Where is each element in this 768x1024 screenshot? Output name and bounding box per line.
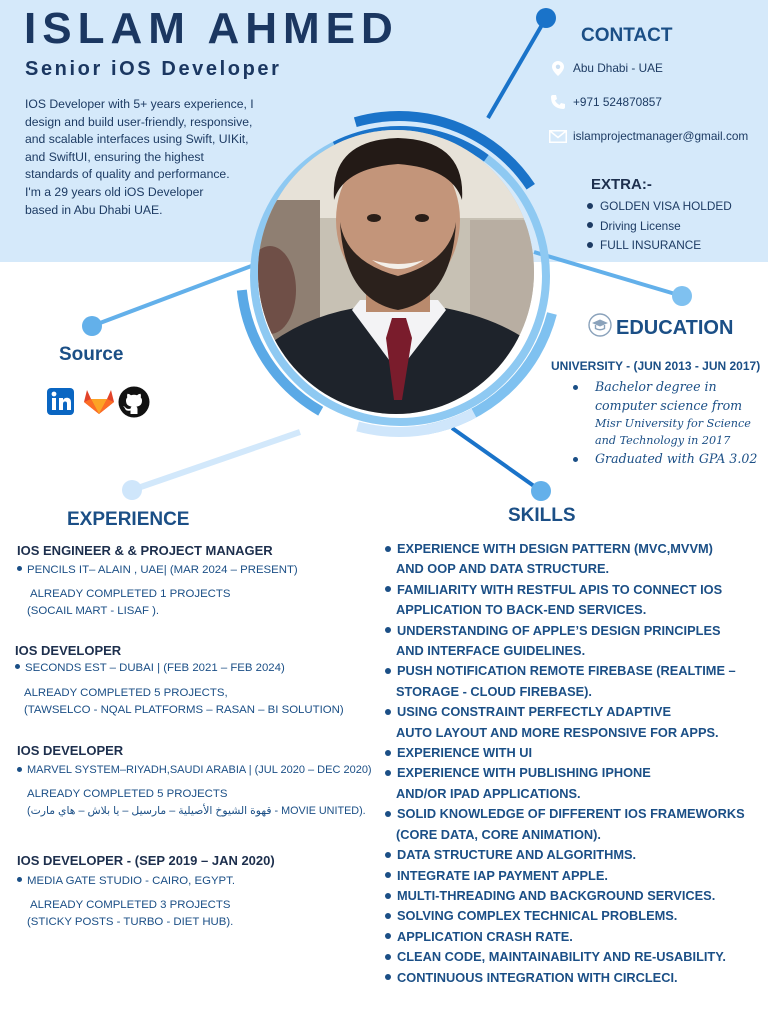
job-title: IOS DEVELOPER — [17, 743, 124, 758]
extra-item — [587, 197, 732, 217]
bullet — [385, 586, 391, 592]
education-title: EDUCATION — [616, 317, 734, 339]
job-detail: (STICKY POSTS - TURBO - DIET HUB). — [27, 916, 234, 928]
node-experience — [122, 480, 142, 500]
job-title: IOS DEVELOPER — [15, 643, 122, 658]
bullet — [17, 877, 22, 882]
skill-item — [385, 763, 765, 783]
skill-text: USING CONSTRAINT PERFECTLY ADAPTIVE — [397, 704, 671, 720]
contact-phone-text[interactable]: +971 524870857 — [573, 95, 662, 109]
skill-item — [385, 927, 765, 947]
job-company-text: MARVEL SYSTEM–RIYADH,SAUDI ARABIA | (JUL 2020 – DEC 2020) — [27, 764, 372, 776]
job-company-text: PENCILS IT– ALAIN , UAE| (MAR 2024 – PRESENT) — [27, 564, 298, 576]
skill-text: APPLICATION CRASH RATE. — [397, 928, 573, 944]
bullet — [15, 664, 20, 669]
job-detail: (قهوة الشيوخ الأصيلية – مارسيل – يا بلاش – هاي مارت - MOVIE UNITED). — [27, 805, 366, 817]
bullet — [385, 668, 391, 674]
extra-item-text: GOLDEN VISA HOLDED — [600, 199, 732, 213]
source-links — [46, 386, 148, 416]
skill-item — [385, 947, 765, 967]
summary-line: based in Abu Dhabi UAE. — [25, 202, 163, 217]
job-detail: (TAWSELCO - NQAL PLATFORMS – RASAN – BI SOLUTION) — [24, 704, 344, 716]
bullet — [385, 872, 391, 878]
github-icon[interactable] — [118, 386, 148, 416]
person-name: ISLAM AHMED — [24, 4, 399, 53]
skill-text: MULTI-THREADING AND BACKGROUND SERVICES. — [397, 887, 716, 903]
skill-item — [385, 906, 765, 926]
skill-text: SOLVING COMPLEX TECHNICAL PROBLEMS. — [397, 908, 678, 924]
contact-phone — [549, 94, 662, 110]
bullet — [385, 954, 391, 960]
linkedin-icon[interactable] — [46, 386, 76, 416]
skill-text: SOLID KNOWLEDGE OF DIFFERENT IOS FRAMEWORKS — [397, 806, 745, 822]
skill-text: CLEAN CODE, MAINTAINABILITY AND RE-USABILITY. — [397, 949, 726, 965]
location-pin-icon — [549, 60, 567, 76]
skill-item — [385, 968, 765, 988]
connector-education — [534, 252, 682, 296]
skill-item — [385, 661, 765, 681]
summary-line: and scalable interfaces using Swift, UIKit, — [25, 132, 249, 147]
mail-icon — [549, 128, 567, 144]
bullet — [385, 852, 391, 858]
skill-text: FAMILIARITY WITH RESTFUL APIS TO CONNECT IOS — [397, 581, 723, 597]
skill-item — [385, 743, 765, 763]
contact-location-text: Abu Dhabi - UAE — [573, 61, 663, 75]
summary-line: IOS Developer with 5+ years experience, I — [25, 97, 254, 111]
connector-experience — [132, 432, 300, 490]
summary-line: design and build user-friendly, responsive, — [25, 114, 253, 129]
job-title: IOS DEVELOPER - (SEP 2019 – JAN 2020) — [17, 853, 275, 868]
job-company — [17, 564, 298, 576]
connector-skills — [452, 428, 541, 491]
summary-line: I'm a 29 years old iOS Developer — [25, 184, 204, 199]
phone-icon — [549, 94, 567, 110]
bullet — [385, 893, 391, 899]
job-detail: (SOCAIL MART - LISAF ). — [27, 605, 160, 617]
job-company — [15, 662, 285, 674]
job-detail: ALREADY COMPLETED 5 PROJECTS, — [24, 687, 228, 699]
skill-item-continued: (CORE DATA, CORE ANIMATION). — [396, 826, 601, 842]
bullet — [385, 546, 391, 552]
skill-item — [385, 804, 765, 824]
bullet — [587, 242, 593, 248]
skill-item — [385, 702, 765, 722]
source-title: Source — [59, 344, 124, 365]
summary-line: standards of quality and performance. — [25, 167, 230, 182]
bullet — [385, 811, 391, 817]
skill-item-continued: APPLICATION TO BACK-END SERVICES. — [396, 602, 647, 618]
skill-item-continued: AND/OR IPAD APPLICATIONS. — [396, 785, 581, 801]
bullet — [17, 566, 22, 571]
extra-title: EXTRA:- — [591, 176, 652, 193]
skills-title: SKILLS — [508, 505, 576, 526]
bullet — [385, 709, 391, 715]
education-gpa — [571, 449, 761, 468]
skill-item-continued: AUTO LAYOUT AND MORE RESPONSIVE FOR APPS. — [396, 724, 719, 740]
job-company-text: SECONDS EST – DUBAI | (FEB 2021 – FEB 2024) — [25, 662, 285, 674]
degree-line: computer science from — [595, 398, 743, 413]
job-detail: ALREADY COMPLETED 1 PROJECTS — [30, 588, 231, 600]
bullet — [573, 385, 578, 390]
bullet — [385, 750, 391, 756]
profile-summary — [25, 96, 287, 219]
extra-item-text: FULL INSURANCE — [600, 238, 702, 253]
contact-location — [549, 60, 663, 76]
skill-item — [385, 845, 765, 865]
job-detail: ALREADY COMPLETED 5 PROJECTS — [27, 788, 228, 800]
education-degree — [571, 377, 761, 449]
bullet — [587, 222, 593, 228]
job-company-text: MEDIA GATE STUDIO - CAIRO, EGYPT. — [27, 875, 236, 887]
bullet — [385, 913, 391, 919]
skill-item — [385, 539, 765, 559]
graduation-cap-icon — [588, 313, 612, 337]
bullet — [587, 203, 593, 209]
bullet — [385, 627, 391, 633]
skill-text: CONTINUOUS INTEGRATION WITH CIRCLECI. — [397, 969, 678, 985]
skill-item — [385, 621, 765, 641]
skills-list — [385, 539, 765, 988]
experience-title: EXPERIENCE — [67, 509, 190, 530]
job-company — [17, 875, 235, 887]
skill-text: EXPERIENCE WITH PUBLISHING IPHONE — [397, 765, 651, 781]
education-list — [571, 377, 761, 468]
job-role: Senior iOS Developer — [25, 58, 282, 80]
skill-text: UNDERSTANDING OF APPLE’S DESIGN PRINCIPLES — [397, 622, 721, 638]
skill-item — [385, 866, 765, 886]
node-education — [672, 286, 692, 306]
job-title: IOS ENGINEER & & PROJECT MANAGER — [17, 543, 273, 558]
skill-text: EXPERIENCE WITH DESIGN PATTERN (MVC,MVVM) — [397, 541, 713, 556]
bullet — [573, 457, 578, 462]
connector-contact — [488, 18, 546, 118]
skill-item — [385, 886, 765, 906]
connector-source — [92, 262, 262, 326]
node-source — [82, 316, 102, 336]
extra-item — [587, 217, 732, 237]
summary-line: and SwiftUI, ensuring the highest — [25, 149, 204, 164]
contact-email — [549, 128, 748, 144]
education-university: UNIVERSITY - (JUN 2013 - JUN 2017) — [551, 359, 761, 373]
bullet — [385, 933, 391, 939]
skill-item — [385, 580, 765, 600]
job-company — [17, 764, 372, 776]
extra-item-text: Driving License — [600, 218, 681, 233]
skill-text: PUSH NOTIFICATION REMOTE FIREBASE (REALTIME – — [397, 663, 736, 679]
job-detail: ALREADY COMPLETED 3 PROJECTS — [30, 899, 231, 911]
skill-item-continued: AND INTERFACE GUIDELINES. — [396, 643, 586, 659]
extra-list — [587, 197, 732, 256]
gpa-text: Graduated with GPA 3.02 — [595, 451, 758, 466]
skill-text: INTEGRATE IAP PAYMENT APPLE. — [397, 867, 608, 883]
degree-line: Misr University for Science — [595, 417, 751, 430]
degree-line: Bachelor degree in — [595, 379, 717, 394]
bullet — [385, 770, 391, 776]
node-skills — [531, 481, 551, 501]
node-contact — [536, 8, 556, 28]
skill-text: DATA STRUCTURE AND ALGORITHMS. — [397, 847, 637, 863]
degree-line: and Technology in 2017 — [595, 434, 731, 447]
bullet — [17, 767, 22, 772]
bullet — [385, 974, 391, 980]
skill-text: EXPERIENCE WITH UI — [397, 745, 533, 761]
extra-item — [587, 236, 732, 256]
contact-title: CONTACT — [581, 25, 673, 46]
gitlab-icon[interactable] — [82, 386, 112, 416]
skill-item-continued: AND OOP AND DATA STRUCTURE. — [396, 561, 610, 577]
skill-item-continued: STORAGE - CLOUD FIREBASE). — [396, 683, 592, 699]
contact-email-text[interactable]: islamprojectmanager@gmail.com — [573, 129, 749, 143]
